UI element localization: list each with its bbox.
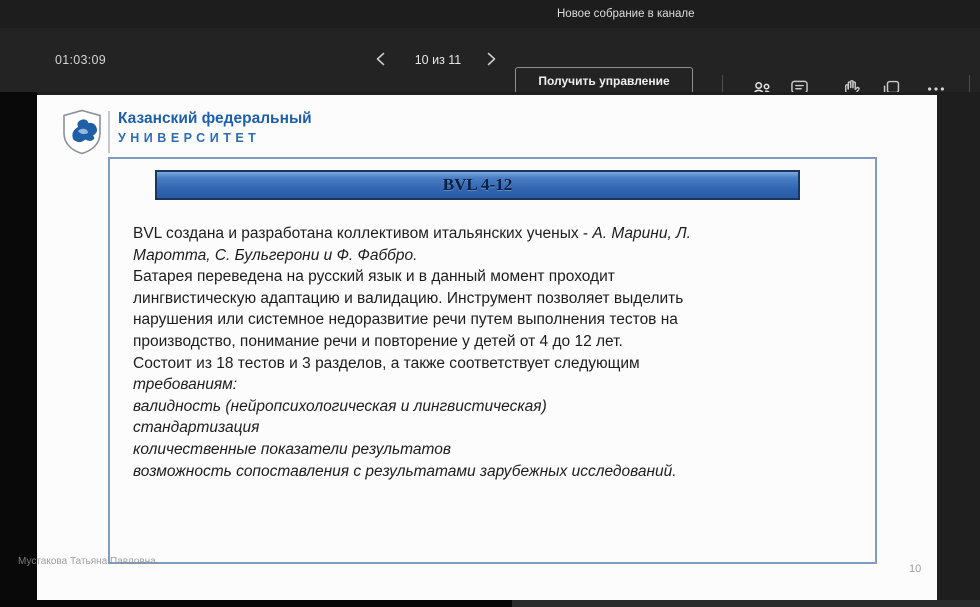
slide-body-line: валидность (нейропсихологическая и лингвистическая) xyxy=(133,397,547,415)
bottom-strip-left xyxy=(0,600,512,607)
slide-body-line: производство, понимание речи и повторение у детей от 4 до 12 лет. xyxy=(133,332,623,350)
slide-title: BVL 4-12 xyxy=(442,175,513,194)
slide-body-line: BVL создана и разработана коллективом итальянских ученых - А. Марини, Л. xyxy=(133,225,691,242)
slide-body-line: количественные показатели результатов xyxy=(133,440,451,458)
next-slide-button[interactable] xyxy=(478,46,504,74)
chevron-left-icon xyxy=(373,51,389,70)
university-subtitle: УНИВЕРСИТЕТ xyxy=(118,131,261,145)
meeting-timer: 01:03:09 xyxy=(55,53,107,67)
presentation-slide xyxy=(37,95,937,600)
bottom-strip-right xyxy=(512,600,980,607)
screen-share-stage xyxy=(0,92,980,607)
logo-divider xyxy=(108,111,110,153)
university-name: Казанский федеральный xyxy=(118,110,312,127)
slide-page-number: 10 xyxy=(909,563,922,575)
slide-body-line: лингвистическую адаптацию и валидацию. Инструмент позволяет выделить xyxy=(133,289,684,307)
presenter-name-overlay: Мустакова Татьяна Павловна xyxy=(18,556,156,567)
slide-body-line: требованиям: xyxy=(133,376,238,394)
meeting-toolbar xyxy=(0,28,980,92)
slide-body-line: стандартизация xyxy=(133,419,260,437)
slide-body xyxy=(133,223,843,482)
slide-body-line: нарушения или системное недоразвитие речи путем выполнения тестов на xyxy=(133,311,678,329)
slide-body-line: возможность сопоставления с результатами зарубежных исследований. xyxy=(133,462,677,480)
meeting-title: Новое собрание в канале xyxy=(557,8,695,20)
take-control-button[interactable]: Получить управление xyxy=(515,67,693,94)
slide-title-bar xyxy=(155,170,800,200)
chevron-right-icon xyxy=(483,51,499,70)
university-logo-shield xyxy=(62,109,102,160)
slide-body-line: Состоит из 18 тестов и 3 разделов, а также соответствует следующим xyxy=(133,354,640,372)
window-titlebar xyxy=(0,0,980,28)
slide-page-indicator: 10 из 11 xyxy=(414,53,462,67)
slide-body-line: Батарея переведена на русский язык и в данный момент проходит xyxy=(133,268,615,286)
stage-left-strip xyxy=(0,92,37,600)
previous-slide-button[interactable] xyxy=(368,46,394,74)
slide-body-line: Маротта, С. Бульгерони и Ф. Фаббро. xyxy=(133,246,418,264)
